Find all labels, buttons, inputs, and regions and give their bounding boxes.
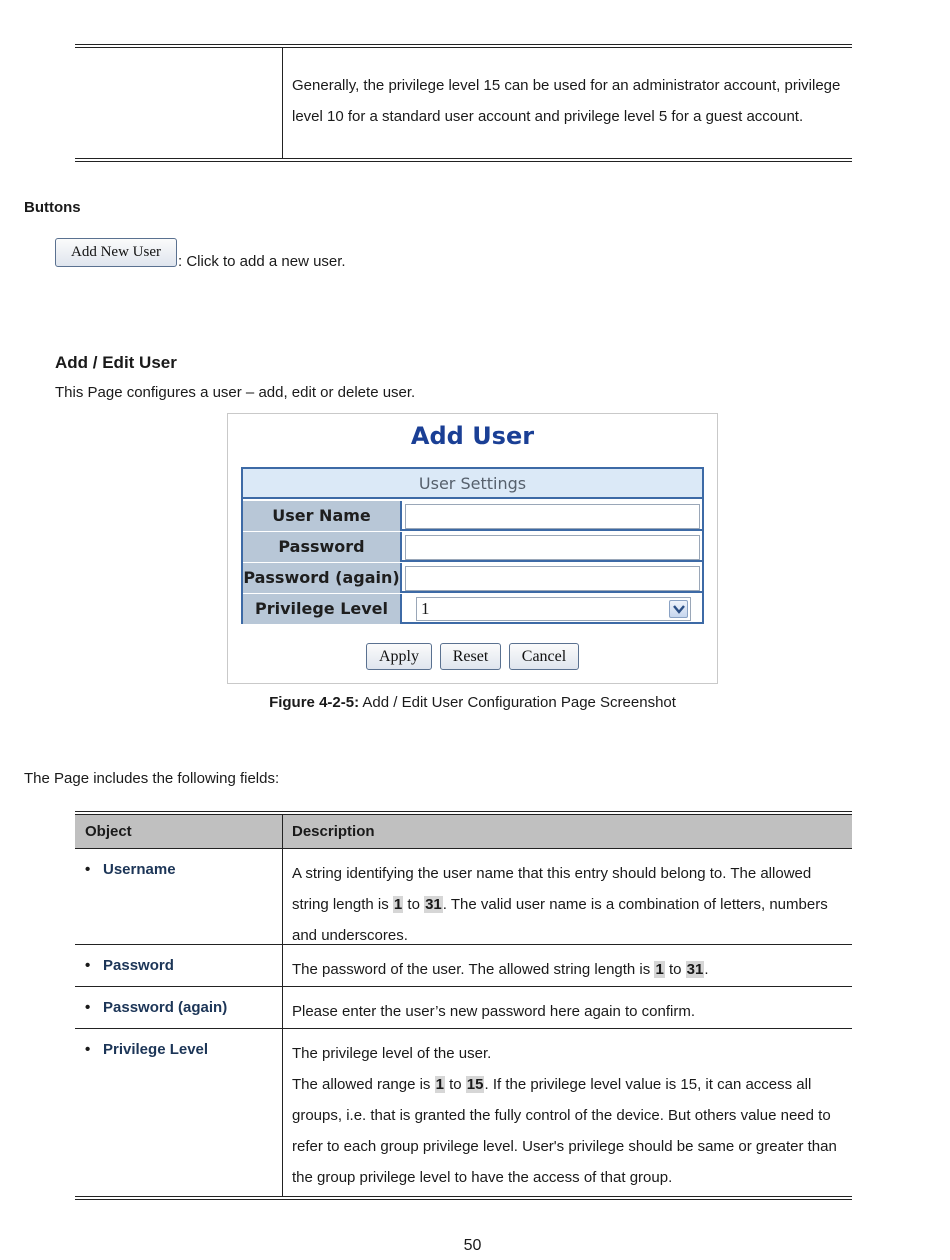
user-name-input[interactable] [405,504,700,529]
password-again-label: Password (again) [243,563,402,593]
password-again-name: Password (again) [103,999,228,1016]
page-number: 50 [463,1237,482,1254]
password-again-description: Please enter the user’s new password here again to confirm. [292,1003,696,1020]
password-description: The password of the user. The allowed string length is 1 to 31. [292,961,709,978]
add-edit-user-description: This Page configures a user – add, edit or delete user. [55,384,416,401]
privilege-level-value: 1 [421,599,430,618]
username-object: • Username [85,861,176,878]
continuation-table [75,44,852,162]
password-name: Password [103,957,174,974]
password-again-input[interactable] [405,566,700,591]
add-user-screenshot [227,413,718,684]
privilege-level-note: Generally, the privilege level 15 can be used for an administrator account, privilege level 10 for a standard user account and privilege level 5 for a guest account. [292,77,841,125]
privilege-level-row [243,594,702,624]
add-new-user-button[interactable]: Add New User [55,238,177,267]
column-divider [282,48,283,158]
username-name: Username [103,861,176,878]
figure-caption [0,694,945,711]
cancel-button[interactable]: Cancel [509,643,579,670]
user-settings-header: User Settings [243,469,702,499]
apply-button[interactable]: Apply [366,643,432,670]
table-row [75,945,852,987]
fields-intro: The Page includes the following fields: [24,770,280,787]
chevron-down-icon[interactable] [669,600,688,618]
user-name-row [243,501,702,531]
password-input[interactable] [405,535,700,560]
username-description: A string identifying the user name that this entry should belong to. The allowed string length is 1 to 31. The valid user name is a combination of letters, numbers and underscores. [292,865,828,944]
table-row [75,987,852,1029]
figure-text: Add / Edit User Configuration Page Screenshot [359,694,676,711]
password-object: • Password [85,957,174,974]
password-row [243,532,702,562]
description-column-header: Description [292,823,375,840]
object-column-header: Object [85,823,132,840]
fields-table-header [75,815,852,849]
add-new-user-description: : Click to add a new user. [178,253,346,270]
table-row [75,1029,852,1199]
privilege-level-description: The privilege level of the user. The allowed range is 1 to 15. If the privilege level value is 15, it can access all groups, i.e. that is granted the fully control of the device. But others value need to refer to each group privilege level. User's privilege should be same or greater than the group privilege level to have the access of that group. [292,1045,837,1186]
password-label: Password [243,532,402,562]
table-row [75,849,852,945]
privilege-level-object: • Privilege Level [85,1041,209,1058]
password-again-row [243,563,702,593]
add-edit-user-heading: Add / Edit User [55,353,177,372]
user-settings-table [241,467,704,624]
user-name-label: User Name [243,501,402,531]
figure-label: Figure 4-2-5: [269,694,360,711]
reset-button[interactable]: Reset [440,643,501,670]
privilege-level-name: Privilege Level [103,1041,209,1058]
password-again-object: • Password (again) [85,999,228,1016]
add-user-title: Add User [410,422,535,450]
fields-table [75,811,852,1200]
buttons-heading: Buttons [24,199,81,216]
privilege-level-label: Privilege Level [243,594,402,624]
privilege-level-select[interactable] [416,597,691,621]
